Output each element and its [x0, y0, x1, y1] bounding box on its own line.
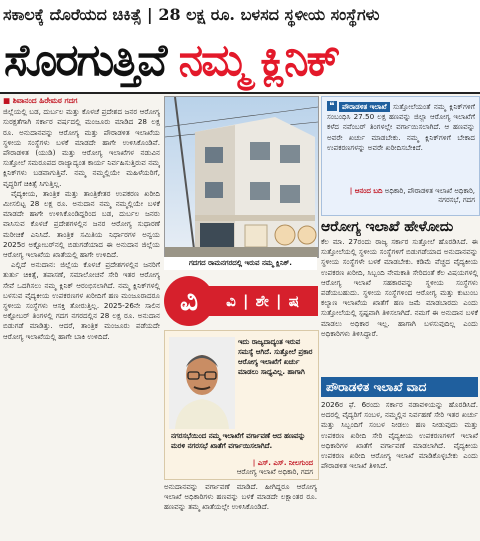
vishesha-banner [164, 276, 317, 326]
municipal-argument-text: 2026ರ ಫೆ. 6ರಂದು ಸರ್ಕಾರ ನಡಾವಳಿಯನ್ನು ಹೊರಡಿಸಿದೆ. ಅದರಲ್ಲಿ ವೈದ್ಯರಿಗೆ ಸಂಬಳ, ನಮ್ಮಲ್ಲಿನ ನಿರ್ವಹಣೆ ಸೇರಿ ಇತರ ಖರ್ಚು ಮತ್ತು ಸಿಬ್ಬಂದಿಗೆ ಸಂಬಳ ನೀಡಲು ಹಣ ನೀಡುವುದು ಮತ್ತು ಉಪಕರಣ ಖರೀದಿ ಸೇರಿ ವೈದ್ಯಕೀಯ ಉಪಕರಣಗಳಿಗೆ ಇಲಾಖೆ ಅಧಿಕಾರಿಗಳ ಖಾತೆಗೆ ವರ್ಗಾವಣೆ ಮಾಡಲಾಗಿದೆ. ವೈದ್ಯಕೀಯ ಉಪಕರಣ ಖರೀದಿ ಆರೋಗ್ಯ ಇಲಾಖೆ ಮಾಡಿಕೊಳ್ಳಬೇಕು ಎಂದು ಪೌರಾಡಳಿತ ಇಲಾಖೆ ತಿಳಿಸಿದೆ. [321, 400, 478, 471]
headline-part1: ಸೊರಗುತ್ತಿವೆ [4, 35, 179, 86]
health-dept-text: ಕೆಲ ಮಾ. 27ರಂದು ರಾಜ್ಯ ಸರ್ಕಾರ ಸುತ್ತೋಲೆ ಹೊರಡಿಸಿದೆ. ಈ ಸುತ್ತೋಲೆಯಲ್ಲಿ ಸ್ಥಳೀಯ ಸಂಸ್ಥೆಗಳಿಗೆ ಬಿಡುಗಡೆಯಾದ ಅನುದಾನವನ್ನು ಸ್ಥಳೀಯ ಸಂಸ್ಥೆಗಳೇ ಬಳಕೆ ಮಾಡಬೇಕು. ಕಡಿಮೆ ವೆಚ್ಚದ ವೈದ್ಯಕೀಯ ಉಪಕರಣ ಖರೀದಿ, ಸಿಬ್ಬಂದಿ ನೇಮಕಾತಿ ಸೇರಿದಂತೆ ಕೆಲ ವಿಷಯಗಳಲ್ಲಿ ಆರೋಗ್ಯ ಇಲಾಖೆ ಸಹಕಾರವನ್ನು ಸ್ಥಳೀಯ ಸಂಸ್ಥೆಗಳು ಪಡೆಯಬಹುದು. ಸ್ಥಳೀಯ ಸಂಸ್ಥೆಗಳಿಂದ ಆರೋಗ್ಯ ಮತ್ತು ಕುಟುಂಬ ಕಲ್ಯಾಣ ಇಲಾಖೆಯ ಖಾತೆಗೆ ಹಣ ಜಮೆ ಮಾಡಬಾರದು ಎಂದು ಸುತ್ತೋಲೆಯಲ್ಲಿ ಸ್ಪಷ್ಟವಾಗಿ ತಿಳಿಸಲಾಗಿದೆ. ನಮಗೆ ಈ ಅನುದಾನ ಬಳಕೆ ಮಾಡಲು ಅಧಿಕಾರ ಇಲ್ಲ. ಹಾಗಾಗಿ ಬಳಸುವುದಿಲ್ಲ ಎಂದು ಅಧಿಕಾರಿಗಳು ತಿಳಿಸಿದ್ದಾರೆ. [321, 237, 478, 338]
municipal-name: | ಆನಂದ ಬದಿ [349, 187, 383, 195]
quote-text-continued: ನಗರಸಭೆಯಿಂದ ನಮ್ಮ ಇಲಾಖೆಗೆ ವರ್ಗಾವಣೆ ಆದ ಹಣವನ್ನು ಮರಳಿ ನಗರಸಭೆ ಖಾತೆಗೆ ವರ್ಗಾಯಿಸಲಾಗಿದೆ. [171, 432, 306, 450]
byline: ■ ಶಿವಾನಂದ ಹಿರೇಮಠ ಗದಗ [3, 96, 78, 105]
vishesha-strip: ವಿ | ಶೇ | ಷ [208, 286, 318, 316]
municipal-signature [327, 187, 475, 205]
left-paragraph-1: ಜಿಲ್ಲೆಯಲ್ಲಿ ಬಡ, ದುರ್ಬಲ ಮತ್ತು ಕೊಳಚೆ ಪ್ರದೇಶದ ಜನರ ಆರೋಗ್ಯ ಸುರಕ್ಷತೆಗಾಗಿ ಸರ್ಕಾರ ವರ್ಷದಲ್ಲಿ ಮಂಜೂರು ಮಾಡಿದ 28 ಲಕ್ಷ ರೂ. ಅನುದಾನವನ್ನು ಆರೋಗ್ಯ ಮತ್ತು ಪೌರಾಡಳಿತ ಇಲಾಖೆಯ ಸ್ಥಳೀಯ ಸಂಸ್ಥೆಗಳು ಬಳಕೆ ಮಾಡದೇ ಹಾಗೇ ಉಳಿಸಿಕೊಂಡಿವೆ. ಪೌರಾಡಳಿತ (ಯುಡಿ) ಮತ್ತು ಆರೋಗ್ಯ ಇಲಾಖೆಗಳ ನಡುವಿನ ಸುತ್ತೋಲೆ ಸಮರೂಪದ ರಾಜ್ಯಾದ್ಯಂತ ಕಾರ್ಯ ನಿರ್ವಹಿಸುತ್ತಿರುವ ನಮ್ಮ ಕ್ಲಿನಿಕ್‌ಗಳು ಬಡವಾಗುತ್ತಿವೆ. ನಮ್ಮ ನಮ್ಮಲ್ಲಿಯೇ ಮಹಿಳೆಯರಿಗೆ, ವೃದ್ಧರಿಗೆ ಚಿಕಿತ್ಸೆ ಸಿಗುತ್ತಿಲ್ಲ. [3, 107, 160, 188]
clinic-building-photo [164, 96, 319, 258]
vishesha-logo-circle: ವಿ [164, 276, 214, 326]
left-paragraph-3: ಎಲ್ಲಿದೆ ಅನುದಾನ: ಜಿಲ್ಲೆಯ ಕೊಳಚೆ ಪ್ರದೇಶಗಳಲ್ಲಿನ ಜನರಿಗೆ ತುರ್ತು ಚಿಕಿತ್ಸೆ, ತಪಾಸಣೆ, ಸಮಾಲೋಚನೆ ಸೇರಿ ಇತರ ಆರೋಗ್ಯ ಸೇವೆ ಒದಗಿಸಲು ನಮ್ಮ ಕ್ಲಿನಿಕ್ ಆರಂಭಿಸಲಾಗಿದೆ. ನಮ್ಮ ಕ್ಲಿನಿಕ್‌ಗಳಲ್ಲಿ ಬಳಸುವ ವೈದ್ಯಕೀಯ ಉಪಕರಣಗಳ ಖರೀದಿಗೆ ಹಣ ಮಂಜೂರಾದರೂ ಸ್ಥಳೀಯ ಸಂಸ್ಥೆಗಳು ಆಸಕ್ತಿ ತೋರುತ್ತಿಲ್ಲ. 2025-26ನೇ ಸಾಲಿನ ಅಕ್ಟೋಬರ್ ತಿಂಗಳಲ್ಲಿ ಗದಗ ನಗರದಲ್ಲಿನ 28 ಲಕ್ಷ ರೂ. ಅನುದಾನ ಬಿಡುಗಡೆ ಮಾಡಿತ್ತು. ಆದರೆ, ತಾಂತ್ರಿಕ ಮಂಜೂರು ಪಡೆಯದೇ ಆರೋಗ್ಯ ಇಲಾಖೆಯಲ್ಲಿ ಹಾಗೇ ಬಾಕಿ ಉಳಿದಿದೆ. [3, 260, 160, 341]
municipal-argument-text-column [321, 400, 478, 541]
official-portrait [169, 337, 235, 429]
health-dept-text-column [321, 237, 478, 375]
health-dept-heading: ಆರೋಗ್ಯ ಇಲಾಖೆ ಹೇಳೋದು [321, 219, 454, 235]
municipal-argument-heading: ಪೌರಾಡಳಿತ ಇಲಾಖೆ ವಾದ [321, 377, 478, 397]
quote-text: ಇದು ರಾಜ್ಯದಾದ್ಯಂತ ಇರುವ ಸಮಸ್ಯೆ ಆಗಿದೆ. ಸುತ್ತೋಲೆ ಪ್ರಕಾರ ಆರೋಗ್ಯ ಇಲಾಖೆಗೆ ಖರ್ಚು ಮಾಡಲು ಸಾಧ್ಯವಿಲ್ಲ. ಹಾಗಾಗಿ [238, 338, 313, 376]
left-article-column [3, 96, 160, 541]
municipal-statement-text [327, 101, 475, 153]
official-quote-box [164, 330, 319, 480]
quote-signature [171, 459, 313, 477]
quote-mark-icon: ❝ [327, 101, 337, 111]
photo-caption: ಗದಗದ ರಾಮನಗರದಲ್ಲಿ ಇರುವ ನಮ್ಮ ಕ್ಲಿನಿಕ್. [164, 257, 317, 270]
middle-bottom-text [164, 482, 317, 541]
building-illustration [165, 97, 318, 257]
middle-bottom-paragraph: ಅನುದಾನವನ್ನು ವರ್ಗಾವಣೆ ಮಾಡಿದೆ. ಹೀಗಿದ್ದರೂ ಆರೋಗ್ಯ ಇಲಾಖೆ ಅಧಿಕಾರಿಗಳು ಹಣವನ್ನು ಬಳಕೆ ಮಾಡದೇ ಲಕ್ಷಾಂತರ ರೂ. ಹಣವನ್ನು ತಮ್ಮ ಖಾತೆಯಲ್ಲೇ ಉಳಿಸಿಕೊಂಡಿದೆ. [164, 482, 317, 512]
municipal-statement-box [321, 96, 480, 216]
municipal-tag: ಪೌರಾಡಳಿತ ಇಲಾಖೆ [339, 102, 390, 112]
kicker-line: ಸಕಾಲಕ್ಕೆ ದೊರೆಯದ ಚಿಕಿತ್ಸೆ | 28 ಲಕ್ಷ ರೂ. ಬಳಸದ ಸ್ಥಳೀಯ ಸಂಸ್ಥೆಗಳು [0, 0, 480, 30]
quote-name: | ಎಸ್. ಎಸ್. ನೀಲಗುಂದ [252, 459, 313, 467]
headline-rule [0, 92, 480, 94]
portrait-illustration [169, 337, 235, 429]
quote-role: ಆರೋಗ್ಯ ಇಲಾಖೆ ಅಧಿಕಾರಿ, ಗದಗ [236, 468, 313, 476]
municipal-role: ಅಧಿಕಾರಿ, ಪೌರಾಡಳಿತ ಇಲಾಖೆ ಅಧಿಕಾರಿ, ನಗರಸಭೆ, ಗದಗ [384, 187, 475, 204]
headline [0, 30, 480, 92]
municipal-text: ಸುತ್ತೋಲೆಯಂತೆ ನಮ್ಮ ಕ್ಲಿನಿಕ್‌ಗಳಿಗೆ ಸಂಬಂಧಿಸಿ 27.50 ಲಕ್ಷ ಹಣವನ್ನು ಜಿಲ್ಲಾ ಆರೋಗ್ಯ ಇಲಾಖೆಗೆ ಕಳೆದ ನವೆಂಬರ್ ತಿಂಗಳಲ್ಲೇ ವರ್ಗಾಯಿಸಲಾಗಿದೆ. ಆ ಹಣವನ್ನು ಅವರೇ ಖರ್ಚು ಮಾಡಬೇಕು. ನಮ್ಮ ಕ್ಲಿನಿಕ್‌ಗಳಿಗೆ ಬೇಕಾದ ಉಪಕರಣಗಳನ್ನು ಅವರೇ ಖರೀದಿಸಬೇಕಿದೆ. [327, 102, 475, 152]
left-paragraph-2: ವೈದ್ಯಕೀಯ, ತಾಂತ್ರಿಕ ಮತ್ತು ತಾಂತ್ರಿಕೇತರ ಉಪಕರಣ ಖರೀದಿ ಮೀಸಲಿಟ್ಟ 28 ಲಕ್ಷ ರೂ. ಅನುದಾನ ನಮ್ಮ ನಮ್ಮಲ್ಲಿಯೇ ಬಳಕೆ ಮಾಡದೇ ಹಾಗೇ ಉಳಿಸಿಕೊಂಡಿದ್ದರಿಂದ ಬಡ, ದುರ್ಬಲ ಜನರು ವಾಸಿಸುವ ಕೊಳಚೆ ಪ್ರದೇಶಗಳಲ್ಲಿನ ಜನರ ಆರೋಗ್ಯ ಸುಧಾರಣೆ ಮರೀಚಿಕೆ ಎನಿಸಿದೆ. ತಾಂತ್ರಿಕ ಸಮಿತಿಯ ನಿರ್ಧಾರಗಳ ಅನ್ವಯ 2025ರ ಅಕ್ಟೋಬರ್‌ನಲ್ಲಿ ಬಿಡುಗಡೆಯಾದ ಈ ಅನುದಾನ ಜಿಲ್ಲೆಯ ಆರೋಗ್ಯ ಇಲಾಖೆಯ ಖಾತೆಯಲ್ಲಿ ಹಾಗೇ ಉಳಿದಿದೆ. [3, 188, 160, 260]
headline-part2: ನಮ್ಮ ಕ್ಲಿನಿಕ್ [178, 35, 339, 86]
